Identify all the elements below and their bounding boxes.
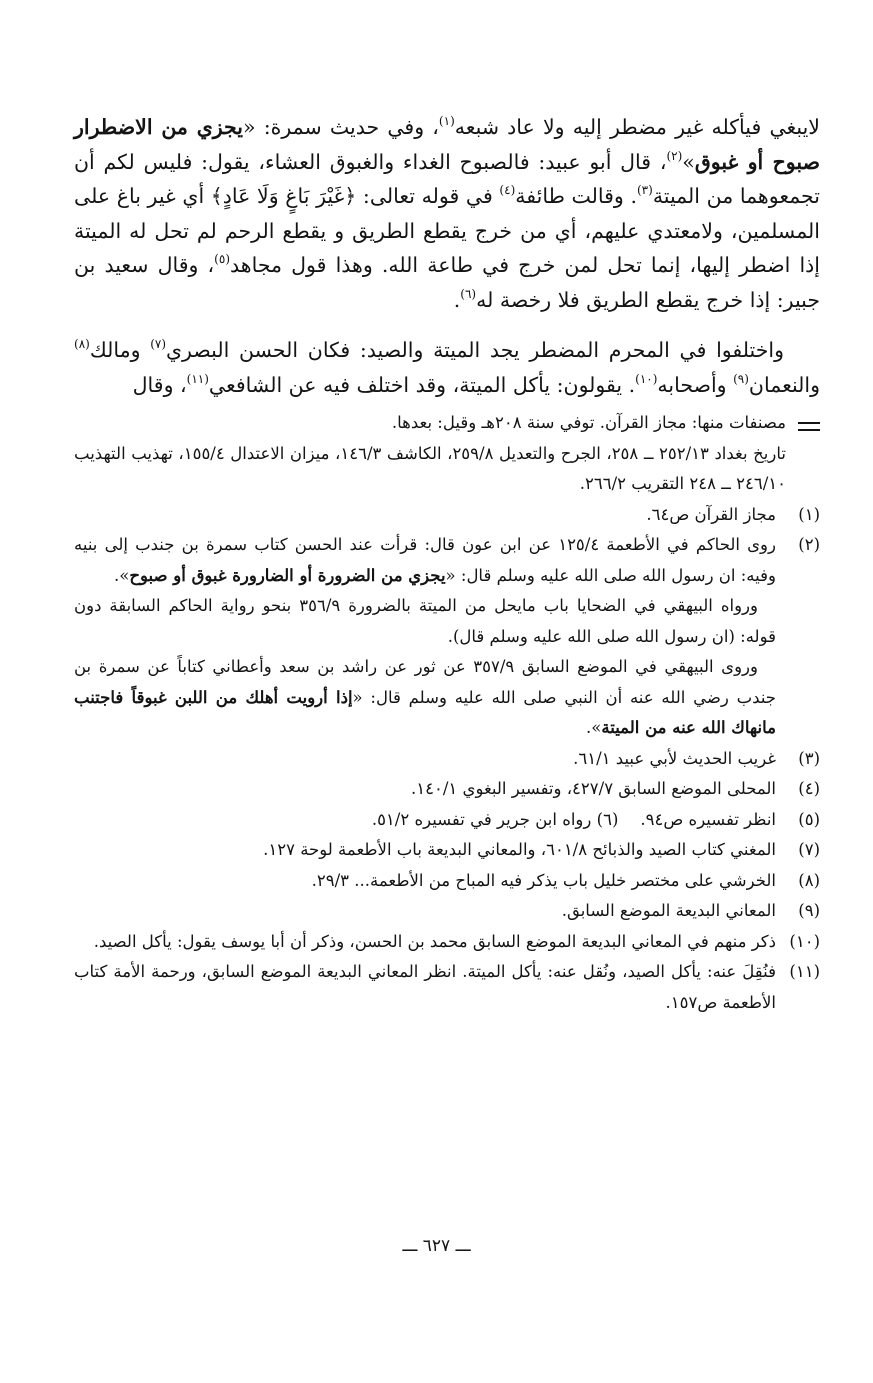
footnote-number: (١): [798, 504, 820, 524]
footnote-4: [74, 774, 820, 805]
footnote-1: [74, 500, 820, 531]
hadith-quote: يجزي من الاضطرار صبوح أو غبوق: [74, 115, 820, 174]
page-body: [74, 110, 820, 1018]
footnote-10: [74, 927, 820, 958]
hadith-quote: يجزي من الضرورة أو الضارورة غبوق أو صبوح: [129, 565, 446, 585]
footnote-ref-4[interactable]: (٤): [499, 183, 516, 197]
footnote-ref-5[interactable]: (٥): [214, 252, 230, 266]
footnote-text: مجاز القرآن ص٦٤.: [646, 504, 776, 524]
footnote-ref-10[interactable]: (١٠): [635, 371, 658, 386]
footnote-number: (٧): [798, 840, 820, 859]
footnote-separator: [798, 422, 820, 436]
main-paragraph-2: واختلفوا في المحرم المضطر يجد الميتة والصيد: فكان الحسن البصري$^{(٧)}$ ومالك$^{(٨)}$ والنعمان$^{(٩)}$ وأصحابه$^{(١٠)}$. يقولون: يأكل الميتة، وقد اختلف فيه عن الشافعي$^{(١١)}$، وقال: [74, 337, 820, 397]
footnote-number: (١٠): [789, 931, 820, 951]
footnote-ref-9[interactable]: (٩): [733, 371, 749, 386]
page-number: ـــ ٦٢٧ ـــ: [402, 1236, 471, 1256]
footnote-2: [74, 530, 820, 744]
footnote-7: [74, 835, 820, 866]
footnote-number: (٦): [596, 809, 619, 829]
footnote-ref-2[interactable]: (٢): [666, 148, 683, 163]
footnote-ref-3[interactable]: (٣): [636, 183, 653, 197]
footnote-9: [74, 896, 820, 927]
continuation-line-1: مصنفات منها: مجاز القرآن. توفي سنة ٢٠٨هـ وقيل: بعدها.: [391, 413, 786, 432]
main-text: [74, 110, 820, 402]
hadith-quote: إذا أرويت أهلك من اللبن غبوقاً فاجتنب مانهاك الله عنه من الميتة: [74, 687, 776, 737]
footnote-continuation: [74, 408, 820, 439]
footnote-ref-11[interactable]: (١١): [186, 371, 209, 386]
continuation-line-2: تاريخ بغداد ٢٥٢/١٣ ــ ٢٥٨، الجرح والتعديل ٢٥٩/٨، الكاشف ١٤٦/٣، ميزان الاعتدال ١٥٥/٤، تهذيب التهذيب ٢٤٦/١٠ ــ ٢٤٨ التقريب ٢٦٦/٢.: [74, 443, 786, 493]
footnote-5-6: [74, 805, 820, 836]
footnote-ref-7[interactable]: (٧): [150, 337, 167, 351]
footnote-number: (١١): [789, 962, 820, 981]
footnote-text: المغني كتاب الصيد والذبائح ٦٠١/٨، والمعاني البديعة باب الأطعمة لوحة ١٢٧.: [263, 840, 776, 859]
footnote-text: ذكر منهم في المعاني البديعة الموضع السابق محمد بن الحسن، وذكر أن أبا يوسف يقول: يأكل الصيد.: [93, 931, 776, 951]
footnote-text: الخرشي على مختصر خليل باب يذكر فيه المباح من الأطعمة... ٢٩/٣.: [311, 870, 776, 890]
main-paragraph-1: لايبغي فيأكله غير مضطر إليه ولا عاد شبعه$^{(١)}$، وفي حديث سمرة: «يجزي من الاضطرار صبوح أو غبوق»$^{(٢)}$، قال أبو عبيد: فالصبوح الغداء والغبوق العشاء، يقول: فليس لكم أن تجمعوهما من الميتة$^{(٣)}$. وقالت طائفة$^{(٤)}$ في قوله تعالى: ﴿غَيْرَ بَاغٍ وَلَا عَادٍ﴾ أي غير باغ على المسلمين، ولامعتدي عليهم، أي من خرج يقطع الطريق و يقطع الرحم لم تحل له الميتة إذا اضطر إليها، إنما تحل لمن خرج في طاعة الله. وهذا قول مجاهد$^{(٥)}$، وقال سعيد بن جبير: إذا خرج يقطع الطريق فلا رخصة له$^{(٦)}$.: [74, 114, 820, 312]
footnote-ref-1[interactable]: (١): [438, 114, 455, 128]
footnote-text: فنُقِلَ عنه: يأكل الصيد، ونُقل عنه: يأكل الميتة. انظر المعاني البديعة الموضع السابق، ورحمة الأمة كتاب الأطعمة ص١٥٧.: [74, 962, 776, 1012]
footnote-number: (٣): [798, 748, 820, 768]
footnote-3: [74, 744, 820, 775]
footnotes-section: [74, 408, 820, 1018]
footnote-text: رواه ابن جرير في تفسيره ٥١/٢.: [371, 809, 592, 829]
footnote-number: (٨): [798, 870, 820, 890]
footnote-text: روى الحاكم في الأطعمة ١٢٥/٤ عن ابن عون قال: قرأت عند الحسن كتاب سمرة بن جندب إلى بنيه وفيه: ان رسول الله صلى الله عليه وسلم قال: «يجزي من الضرورة أو الضارورة غبوق أو صبوح».: [74, 535, 776, 585]
footnote-number: (٩): [798, 901, 820, 920]
footnote-ref-6[interactable]: (٦): [460, 286, 477, 301]
footnote-number: (٢): [798, 535, 820, 554]
footnote-text: غريب الحديث لأبي عبيد ٦١/١.: [573, 748, 776, 768]
footnote-8: [74, 866, 820, 897]
footnote-text: وروى البيهقي في الموضع السابق ٣٥٧/٩ عن ثور عن راشد بن سعد وأعطاني كتاباً عن سمرة بن جندب رضي الله عنه أن النبي صلى الله عليه وسلم قال: «إذا أرويت أهلك من اللبن غبوقاً فاجتنب مانهاك الله عنه من الميتة».: [74, 657, 776, 737]
footnote-text: ورواه البيهقي في الضحايا باب مايحل من الميتة بالضرورة ٣٥٦/٩ بنحو رواية الحاكم السابقة دون قوله: (ان رسول الله صلى الله عليه وسلم قال).: [74, 596, 776, 646]
footnote-11: [74, 957, 820, 1018]
footnote-text: انظر تفسيره ص٩٤.: [640, 809, 776, 829]
footnote-number: (٤): [798, 779, 820, 798]
footnote-ref-8[interactable]: (٨): [74, 337, 90, 351]
footnote-text: المحلى الموضع السابق ٤٢٧/٧، وتفسير البغوي ١٤٠/١.: [411, 779, 776, 798]
footnote-text: المعاني البديعة الموضع السابق.: [561, 901, 776, 920]
footnote-number: (٥): [798, 809, 820, 829]
